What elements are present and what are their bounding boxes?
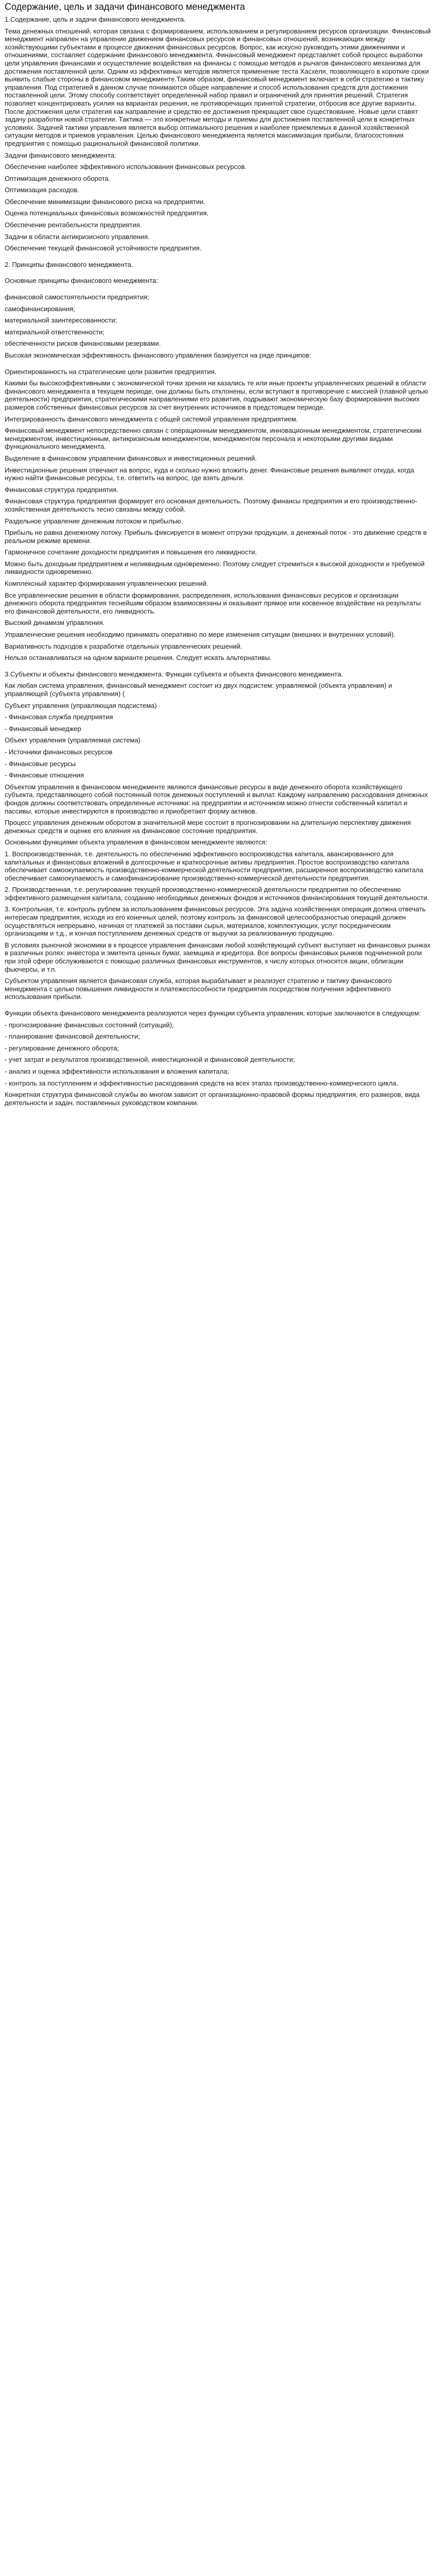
paragraph: Вариативность подходов к разработке отдельных управленческих решений. <box>5 642 242 650</box>
paragraph: 1.Содержание, цель и задачи финансового менеджмента. <box>5 15 186 23</box>
paragraph: - анализ и оценка эффективности использования и вложения капитала; <box>5 1067 230 1075</box>
paragraph: - Финансовые ресурсы <box>5 759 76 768</box>
paragraph: Субъект управления (управляющая подсистема) <box>5 701 157 709</box>
document <box>0 1 436 1107</box>
paragraph: 3.Субъекты и объекты финансового менеджмента. Функции субъекта и объекта финансового менеджмента. <box>5 670 343 678</box>
paragraph: Можно быть доходным предприятием и неликвидным одновременно. Поэтому следует стремиться к высокой доходности и требуемой ликвидности одновременно. <box>5 560 425 576</box>
paragraph: Ориентированность на стратегические цели развития предприятия. <box>5 367 217 376</box>
paragraph: Финансовая структура предприятия. <box>5 485 118 494</box>
paragraph: - учет затрат и результатов производственной, инвестиционной и финансовой деятельности; <box>5 1056 295 1064</box>
paragraph: В условиях рыночной экономики в к процессе управления финансами любой хозяйствующий субъект выступает на финансовых рынках в различных ролях: инвестора и эмитента ценных бумаг, заемщика и кредитора. Все вопросы финансовых рынков подчиненной роли при этой сфере обслуживаются с помощью различных финансовых инструментов, к числу которых относятся акции, облигации фьючерсы, и т.п. <box>5 941 431 973</box>
paragraph: Задачи финансового менеджмента: <box>5 151 116 159</box>
paragraph: Выделение в финансовом управлении финансовых и инвестиционных решений. <box>5 454 257 462</box>
paragraph: Раздельное управление денежным потоком и прибылью. <box>5 517 183 525</box>
paragraph: Как любая система управления, финансовый менеджмент состоит из двух подсистем: управляемой (объекта управления) и управляющей (субъекта управления) ( <box>5 682 392 698</box>
paragraph: Гармоничное сочетание доходности предприятия и повышения его ликвидности. <box>5 548 257 556</box>
paragraph: Конкретная структура финансовой службы во многом зависит от организационно-правовой формы предприятия, его размеров, вида деятельности и задач, поставленных руководством компании. <box>5 1091 420 1107</box>
paragraph: Финансовый менеджмент непосредственно связан с операционным менеджментом, инновационным менеджментом, стратегическим менеджментом, инвестиционным, антикризисным менеджментом, менеджментом персонала и некоторыми другими видами функционального менеджмента. <box>5 427 422 451</box>
page-title: Содержание, цель и задачи финансового менеджмента <box>5 2 245 12</box>
paragraph: Обеспечение минимизации финансового риска на предприятии. <box>5 197 205 206</box>
paragraph: Функции объекта финансового менеджмента реализуются через функции субъекта управления, которые заключаются в следующем: <box>5 1009 421 1017</box>
paragraph: Какими бы высокоэффективными с экономической точки зрения ни казались те или иные проекты управленческих решений в области финансового менеджмента в текущем периоде, они должны быть отклонены, если вступают в противоречие с миссией (главной целью деятельности) предприятия, стратегическими направлениями его развития, подрывают экономическую базу формирования высоких размеров собственных финансовых ресурсов за счет внутренних источников в предстоящем периоде. <box>5 379 428 411</box>
paragraph: Нельзя останавливаться на одном варианте решения. Следует искать альтернативы. <box>5 654 272 662</box>
paragraph: Прибыль не равна денежному потоку. Прибыль фиксируется в момент отгрузки продукции, а денежный поток - это движение средств в реальном режиме времени. <box>5 529 427 545</box>
paragraph: финансовой самостоятельности предприятия; <box>5 293 149 301</box>
paragraph: самофинансирования; <box>5 304 75 313</box>
paragraph: 1. Воспроизводственная, т.е. деятельность по обеспечению эффективного воспроизводства капитала, авансированного для капитальных и финансовых вложений в долгосрочные и краткосрочные активы предприятия. Простое воспроизводство капитала обеспечивает самоокупаемость производственно-коммерческой деятельности предприятия, расширенное воспроизводство капитала обеспечивает самоокупаемость и самофинансирование производственно-коммерческой деятельности предприятия. <box>5 850 424 882</box>
paragraph: Объект управления (управляемая система) <box>5 736 141 744</box>
paragraph: - контроль за поступлением и эффективностью расходования средств на всех этапах производственно-коммерческого цикла. <box>5 1079 398 1087</box>
paragraph: Комплексный характер формирования управленческих решений. <box>5 580 208 588</box>
paragraph: - Источники финансовых ресурсов <box>5 748 113 756</box>
paragraph: Процесс управления денежным оборотом в значительной мере состоит в прогнозировании на длительную перспективу движения денежных средств и оценке его влияния на финансовое состояние предприятия. <box>5 819 411 835</box>
paragraph: - планирование финансовой деятельности; <box>5 1032 140 1041</box>
paragraph: 3. Контрольная, т.е. контроль рублем за использованием финансовых ресурсов. Эта задача хозяйственная операция должна отвечать интересам предприятия, исходя из его конечных целей, поэтому контроль за финансовой целесообразностью операций должен осуществляться непрерывно, начиная от платежей за поставки сырья, материалов, комплектующих, услуг посредническим организациям и т.д., и кончая поступлением денежных средств от выручки за реализованную продукцию. <box>5 905 426 938</box>
paragraph: Субъектом управления является финансовая служба, которая вырабатывает и реализует стратегию и тактику финансового менеджмента с целью повышения ликвидности и платежеспособности предприятия посредством получения эффективного использования прибыли. <box>5 977 392 1001</box>
paragraph: - регулирование денежного оборота; <box>5 1044 119 1052</box>
paragraph: Основные принципы финансового менеджмента: <box>5 277 158 285</box>
paragraph: Тема денежных отношений, которая связана с формированием, использованием и регулированием ресурсов организации. Финансовый менеджмент направлен на управление движением финансовых ресурсов и финансовых отношений, возникающих между хозяйствующими субъектами в процессе движения финансовых ресурсов. Вопрос, как искусно руководить этими движениями и отношениями, составляет содержание финансового менеджмента. Финансовый менеджмент представляет собой процесс выработки цели управления финансами и осуществление воздействия на финансы с помощью методов и рычагов финансового механизма для достижения поставленной цели. Одним из эффективных методов является применение теста Хасхеля, позволяющего в короткие сроки выявить слабые стороны в финансовом менеджменте.Таким образом, финансовый менеджмент включает в себя стратегию и тактику управления. Под стратегией в данном случае понимаются общее направление и способ использования средств для достижения поставленной цели. Этому способу соответствует определенный набор правил и ограничений для принятия решений. Стратегия позволяет концентрировать усилия на вариантах решения, не противоречащих принятой стратегии, отбросив все другие варианты. После достижения цели стратегия как направление и средство ее достижения прекращает свое существование. Новые цели ставят задачу разработки новой стратегии. Тактика — это конкретные методы и приемы для достижения поставленной цели в конкретных условиях. Задачей тактики управления является выбор оптимального решения и наиболее приемлемых в данной хозяйственной ситуации методов и приемов управления. Целью финансового менеджмента является максимизация прибыли, благосостояния предприятия с помощью рациональной финансовой политики. <box>5 27 431 147</box>
paragraph: Финансовая структура предприятия формирует его основная деятельность. Поэтому финансы предприятия и его производственно-хозяйственная деятельность тесно связаны между собой. <box>5 497 417 513</box>
paragraph: Интегрированность финансового менеджмента с общей системой управления предприятием. <box>5 415 298 423</box>
paragraph: - Финансовые отношения <box>5 771 84 779</box>
paragraph: Обеспечение текущей финансовой устойчивости предприятия. <box>5 244 202 252</box>
paragraph: Все управленческие решения в области формирования, распределения, использования финансовых ресурсов и организации денежного оборота предприятия теснейшим образом взаимосвязаны и оказывают прямое или косвенное воздействие на результаты его финансовой деятельности, его ликвидность. <box>5 591 421 615</box>
paragraph: Инвестиционные решения отвечают на вопрос, куда и сколько нужно вложить денег. Финансовые решения выявляют откуда, когда нужно найти финансовые ресурсы, т.е. ответить на вопрос, где взять деньги. <box>5 466 414 482</box>
paragraph: 2. Принципы финансового менеджмента. <box>5 260 133 268</box>
paragraph: 2. Производственная, т.е. регулирование текущей производственно-коммерческой деятельности предприятия по обеспечению эффективного размещения капитала, созданию необходимых денежных фондов и источников финансирования текущей деятельности. <box>5 886 429 902</box>
paragraph: материальной заинтересованности; <box>5 316 117 325</box>
paragraph: Объектом управления в финансовом менеджменте являются финансовые ресурсы в виде денежного оборота хозяйствующего субъекта, представляющего собой постоянный поток денежных поступлений и выплат. Каждому направлению расходования денежных фондов должны соответствовать определенные источники: на предприятии и источником можно отнести собственный капитал и пассивы, которые инвестируются в производство и приобретают форму активов. <box>5 783 428 815</box>
document-body <box>5 15 431 1107</box>
paragraph: материальной ответственности; <box>5 328 104 336</box>
paragraph: - Финансовая служба предприятия <box>5 713 113 721</box>
paragraph: Высокая экономическая эффективность финансового управления базируется на ряде принципов: <box>5 351 311 359</box>
paragraph: Задачи в области антикризисного управления. <box>5 232 150 241</box>
paragraph: Обеспечение наиболее эффективного использования финансовых ресурсов. <box>5 163 247 171</box>
paragraph: - прогнозирование финансовых состояний (ситуаций); <box>5 1021 174 1029</box>
paragraph: обеспеченности рисков финансовыми резервами. <box>5 340 161 348</box>
paragraph: Оценка потенциальных финансовых возможностей предприятия. <box>5 209 209 217</box>
paragraph: - Финансовый менеджер <box>5 724 81 733</box>
paragraph: Оптимизация денежного оборота. <box>5 174 111 182</box>
paragraph: Оптимизация расходов. <box>5 186 79 194</box>
paragraph: Высокий динамизм управления. <box>5 619 105 627</box>
paragraph: Обеспечение рентабельности предприятия. <box>5 221 142 229</box>
paragraph: Управленческие решения необходимо принимать оперативно по мере изменения ситуации (внешних и внутренних условий). <box>5 631 396 639</box>
paragraph: Основными функциями объекта управления в финансовом менеджменте являются: <box>5 838 268 846</box>
